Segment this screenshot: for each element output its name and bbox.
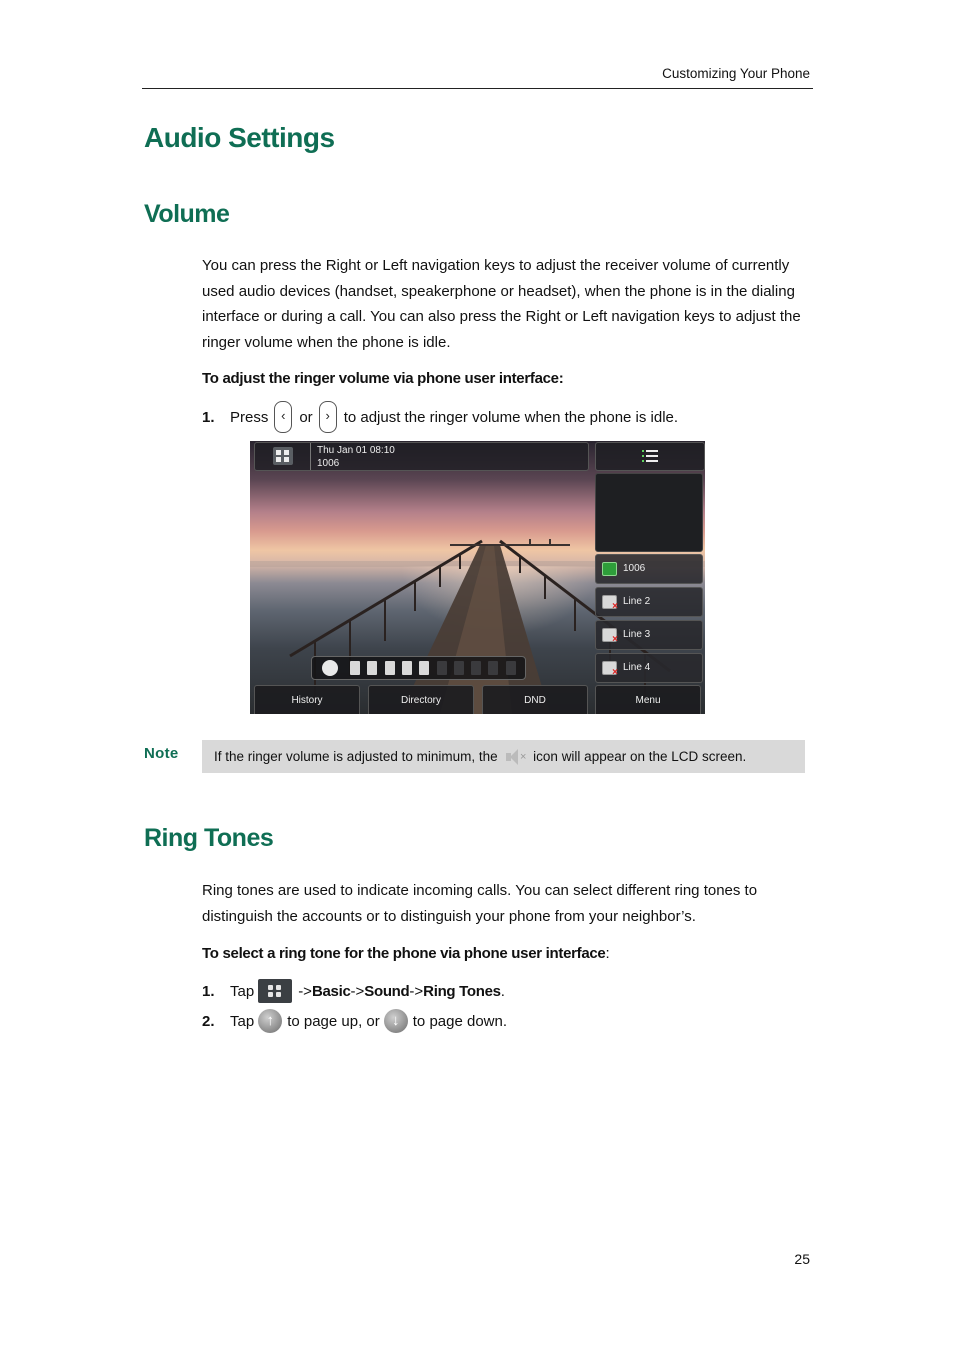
procedure-title-colon: : [605, 945, 610, 962]
list-menu-button[interactable] [595, 442, 705, 471]
line-key-label: Line 4 [623, 662, 651, 673]
main-menu-icon[interactable] [273, 447, 293, 465]
ring-tones-step-1 [202, 979, 505, 1003]
note-box [202, 740, 805, 773]
step-number: 1. [202, 982, 215, 1000]
step-text-up: to page up, or [287, 1012, 380, 1030]
volume-segment [419, 661, 429, 675]
softkey-dnd[interactable]: DND [482, 685, 588, 714]
softkey-directory[interactable]: Directory [368, 685, 474, 714]
volume-segment [506, 661, 516, 675]
phone-extension: 1006 [317, 458, 340, 469]
step-text-down: to page down. [412, 1012, 508, 1030]
note-label: Note [144, 745, 179, 762]
volume-segment [350, 661, 360, 675]
line-key[interactable] [595, 554, 703, 584]
ring-tones-procedure-title [202, 945, 609, 962]
path-ring-tones: Ring Tones [423, 982, 501, 1000]
volume-segment [385, 661, 395, 675]
step-text-tap: Tap [230, 982, 255, 1000]
ringer-speaker-icon [322, 660, 338, 676]
step-end: . [500, 982, 505, 1000]
phone-date-time: Thu Jan 01 08:10 [317, 445, 395, 456]
softkey-menu[interactable]: Menu [595, 685, 701, 714]
step-text-rest: to adjust the ringer volume when the phone is idle. [343, 408, 679, 426]
line-unregistered-icon [602, 595, 617, 609]
dsskey-blank-panel [595, 473, 703, 552]
section-title: Audio Settings [144, 122, 335, 153]
ring-tones-paragraph: Ring tones are used to indicate incoming calls. You can select different ring tones to distinguish the accounts or to distinguish your phone from your neighbor’s. [202, 882, 758, 925]
list-icon [642, 450, 658, 465]
ring-tones-heading: Ring Tones [144, 824, 274, 852]
line-unregistered-icon [602, 628, 617, 642]
volume-step-1 [202, 401, 678, 433]
volume-segment [454, 661, 464, 675]
step-text-or: or [299, 408, 313, 426]
line-registered-icon [602, 562, 617, 576]
arrow-3: -> [409, 982, 424, 1000]
line-key-label: Line 3 [623, 629, 651, 640]
step-number: 1. [202, 408, 215, 426]
header-rule [142, 88, 813, 89]
arrow-1: -> [298, 982, 312, 1000]
path-basic: Basic [311, 982, 351, 1000]
menu-grid-icon [258, 979, 292, 1003]
volume-heading: Volume [144, 200, 230, 228]
volume-segment [488, 661, 498, 675]
volume-segment [437, 661, 447, 675]
mute-speaker-icon: × [504, 749, 526, 765]
line-key[interactable] [595, 620, 703, 650]
volume-segment [402, 661, 412, 675]
ring-tones-step-2 [202, 1009, 507, 1033]
right-navigation-key-icon: › [319, 401, 337, 433]
step-number: 2. [202, 1012, 215, 1030]
arrow-2: -> [350, 982, 365, 1000]
volume-segment [471, 661, 481, 675]
step-text-tap: Tap [230, 1012, 255, 1030]
line-key-label: Line 2 [623, 596, 651, 607]
volume-paragraph: You can press the Right or Left navigation keys to adjust the receiver volume of currently used audio devices (handset, speakerphone or headset), when the phone is in the dialing interface or during a call. You can also press the Right or Left navigation keys to adjust the ringer volume when the phone is idle. [202, 257, 801, 351]
note-text-after: icon will appear on the LCD screen. [533, 749, 747, 764]
page-number: 25 [794, 1251, 810, 1267]
line-key[interactable] [595, 653, 703, 683]
phone-lcd-screenshot [250, 441, 705, 714]
volume-bar[interactable] [311, 656, 526, 680]
path-sound: Sound [364, 982, 410, 1000]
line-key[interactable] [595, 587, 703, 617]
running-header: Customizing Your Phone [662, 66, 810, 81]
volume-segment [367, 661, 377, 675]
note-text-before: If the ringer volume is adjusted to minimum, the [214, 749, 498, 764]
procedure-title-text: To select a ring tone for the phone via phone user interface [202, 945, 606, 962]
phone-status-bar [254, 442, 589, 471]
line-unregistered-icon [602, 661, 617, 675]
step-text-press: Press [230, 408, 269, 426]
page-down-icon: ↓ [384, 1009, 408, 1033]
softkey-history[interactable]: History [254, 685, 360, 714]
page-up-icon: ↑ [258, 1009, 282, 1033]
line-key-label: 1006 [623, 563, 646, 574]
volume-procedure-title: To adjust the ringer volume via phone user interface: [202, 370, 564, 387]
left-navigation-key-icon: ‹ [274, 401, 292, 433]
